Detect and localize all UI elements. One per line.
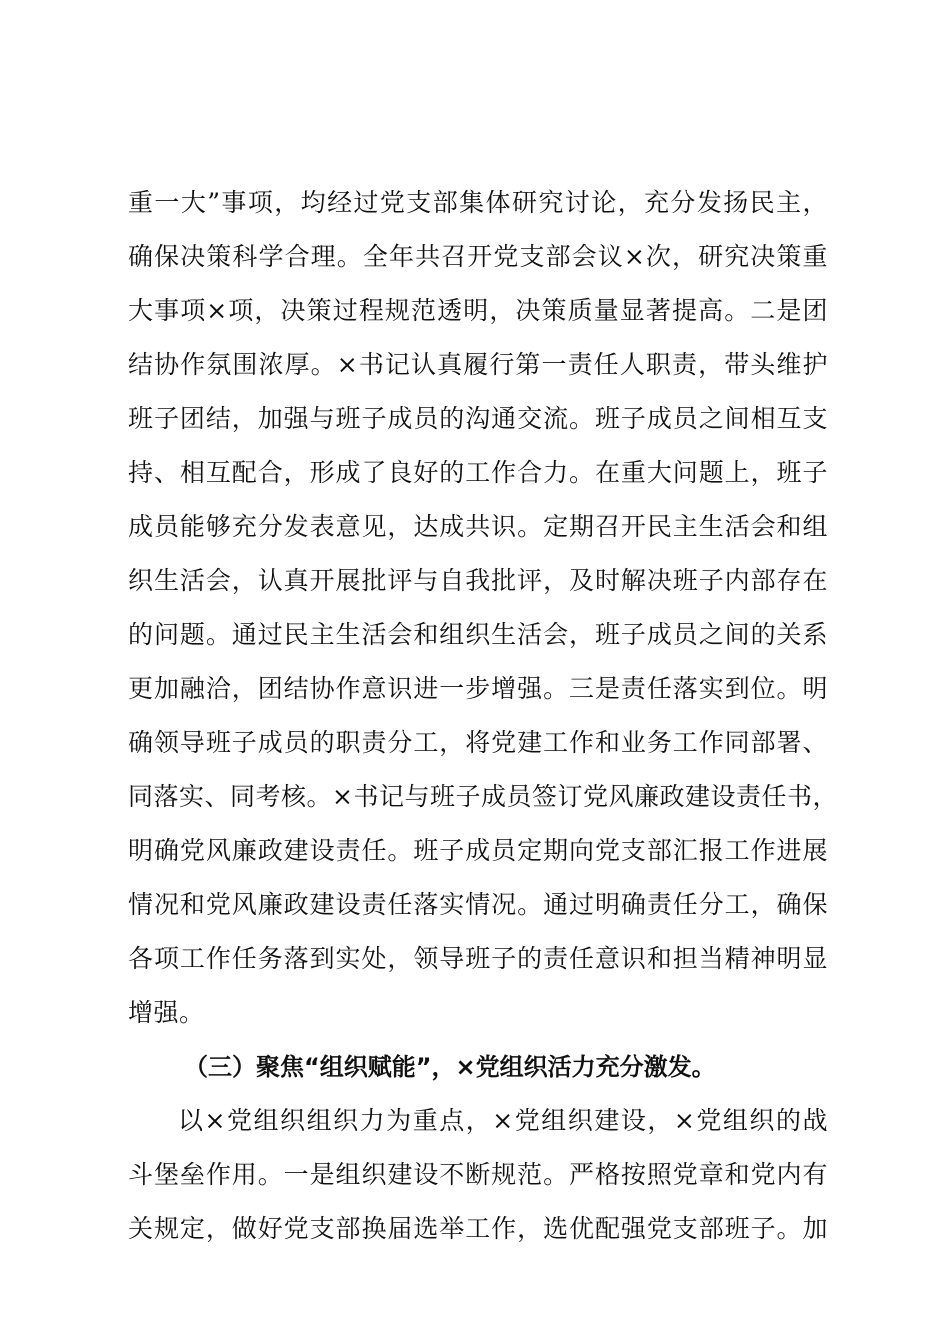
text-line: 关规定，做好党支部换届选举工作，选优配强党支部班子。加 <box>128 1214 828 1243</box>
text-line: 确保决策科学合理。全年共召开党支部会议×次，研究决策重 <box>128 242 828 271</box>
text-line: 更加融洽，团结协作意识进一步增强。三是责任落实到位。明 <box>128 674 828 703</box>
text-line: 以×党组织组织力为重点，×党组织建设，×党组织的战 <box>178 1106 828 1135</box>
text-line: 成员能够充分发表意见，达成共识。定期召开民主生活会和组 <box>128 512 828 541</box>
text-line: 斗堡垒作用。一是组织建设不断规范。严格按照党章和党内有 <box>128 1160 828 1189</box>
text-line: 结协作氛围浓厚。×书记认真履行第一责任人职责，带头维护 <box>128 350 828 379</box>
text-line: 各项工作任务落到实处，领导班子的责任意识和担当精神明显 <box>128 944 828 973</box>
text-line: 班子团结，加强与班子成员的沟通交流。班子成员之间相互支 <box>128 404 828 433</box>
text-line: 大事项×项，决策过程规范透明，决策质量显著提高。二是团 <box>128 296 828 325</box>
document-body <box>128 176 838 1256</box>
text-line: 的问题。通过民主生活会和组织生活会，班子成员之间的关系 <box>128 620 828 649</box>
paragraph-leadership <box>128 176 838 1040</box>
text-line: 明确党风廉政建设责任。班子成员定期向党支部汇报工作进展 <box>128 836 828 865</box>
section-heading: （三）聚焦“组织赋能”，×党组织活力充分激发。 <box>184 1053 716 1081</box>
text-line: 增强。 <box>128 998 205 1027</box>
text-line: 情况和党风廉政建设责任落实情况。通过明确责任分工，确保 <box>128 890 828 919</box>
text-line: 重一大”事项，均经过党支部集体研究讨论，充分发扬民主， <box>128 188 828 217</box>
paragraph-organization <box>128 1094 828 1256</box>
text-line: 确领导班子成员的职责分工，将党建工作和业务工作同部署、 <box>128 728 828 757</box>
text-line: 同落实、同考核。×书记与班子成员签订党风廉政建设责任书， <box>128 782 838 811</box>
text-line: 织生活会，认真开展批评与自我批评，及时解决班子内部存在 <box>128 566 828 595</box>
text-line: 持、相互配合，形成了良好的工作合力。在重大问题上，班子 <box>128 458 828 487</box>
